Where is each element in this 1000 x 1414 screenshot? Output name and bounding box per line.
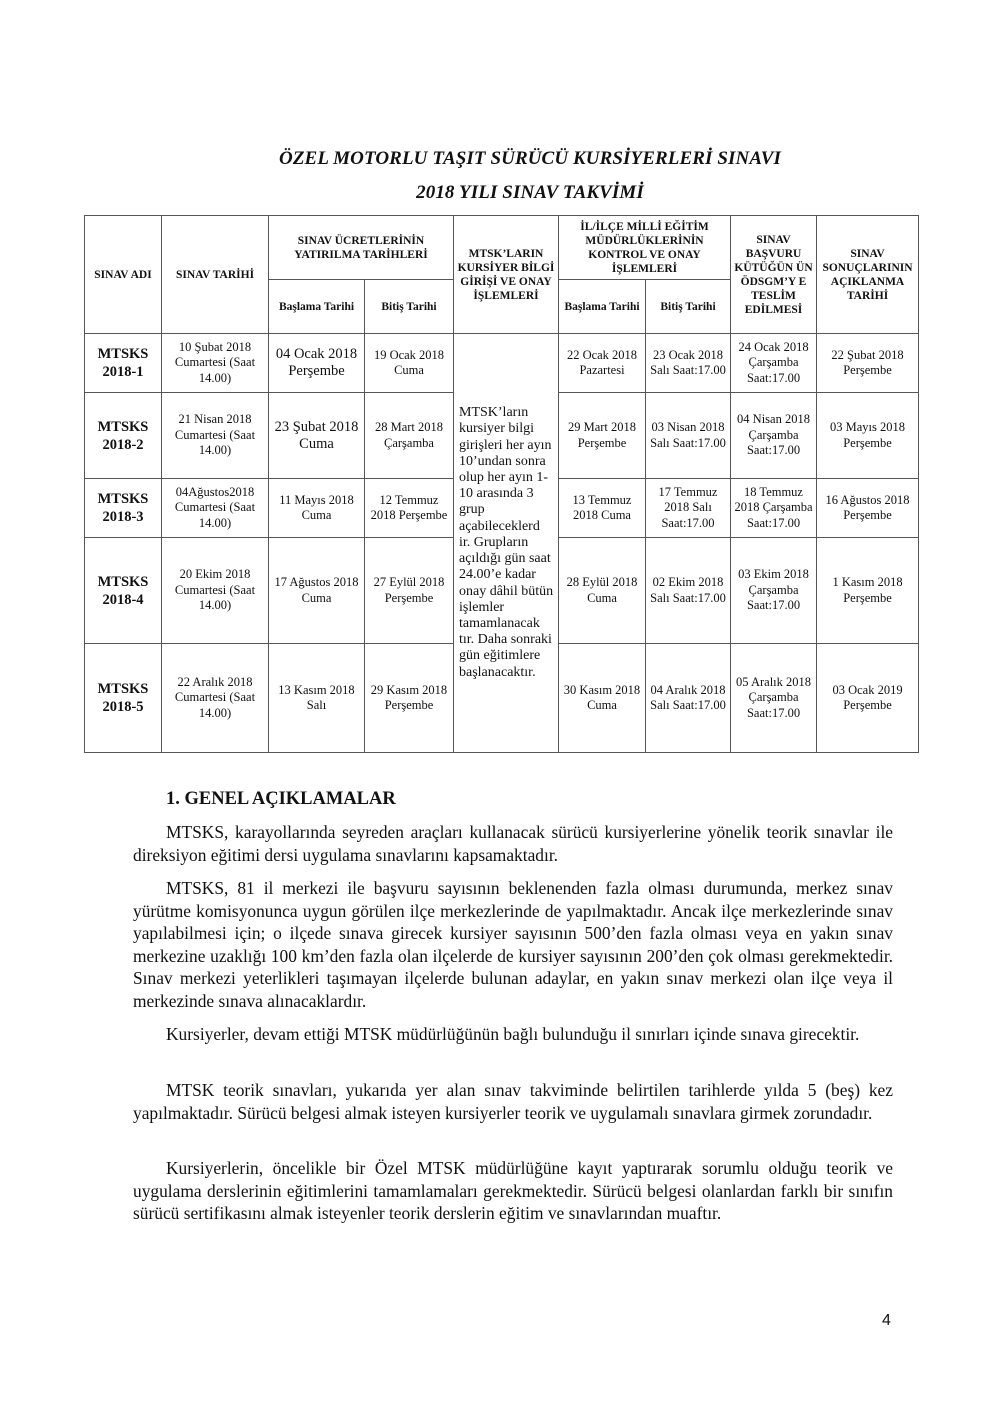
exam-date: 10 Şubat 2018 Cumartesi (Saat 14.00)	[162, 334, 269, 393]
exam-name: MTSKS 2018-5	[85, 644, 162, 753]
exam-date: 20 Ekim 2018 Cumartesi (Saat 14.00)	[162, 538, 269, 644]
document-subtitle: 2018 YILI SINAV TAKVİMİ	[416, 182, 644, 203]
exam-date: 21 Nisan 2018 Cumartesi (Saat 14.00)	[162, 393, 269, 479]
page-number: 4	[882, 1312, 891, 1329]
fee-start-date: 11 Mayıs 2018 Cuma	[269, 479, 365, 538]
result-date: 03 Mayıs 2018 Perşembe	[817, 393, 919, 479]
result-date: 22 Şubat 2018 Perşembe	[817, 334, 919, 393]
fee-end-date: 12 Temmuz 2018 Perşembe	[365, 479, 454, 538]
paragraph-text: MTSK teorik sınavları, yukarıda yer alan sınav takviminde belirtilen tarihlerde yılda 5 (beş) kez yapılmaktadır. Sürücü belgesi almak isteyen kursiyerler teorik ve uygulamalı sınavlara girmek zorundadır.	[133, 1080, 893, 1123]
result-date: 1 Kasım 2018 Perşembe	[817, 538, 919, 644]
header-ucret-baslama: Başlama Tarihi	[269, 280, 365, 334]
paragraph	[133, 1023, 893, 1046]
result-date: 03 Ocak 2019 Perşembe	[817, 644, 919, 753]
exam-name: MTSKS 2018-1	[85, 334, 162, 393]
exam-name: MTSKS 2018-4	[85, 538, 162, 644]
header-ilce-bitis: Bitiş Tarihi	[646, 280, 731, 334]
header-sinav-tarihi: SINAV TARİHİ	[162, 216, 269, 334]
control-start-date: 13 Temmuz 2018 Cuma	[559, 479, 646, 538]
section-heading: 1. GENEL AÇIKLAMALAR	[166, 789, 396, 809]
delivery-date: 05 Aralık 2018 Çarşamba Saat:17.00	[731, 644, 817, 753]
header-mtsk-bilgi: MTSK’LARIN KURSİYER BİLGİ GİRİŞİ VE ONAY İŞLEMLERİ	[454, 216, 559, 334]
paragraph	[133, 877, 893, 1012]
header-ucret-group: SINAV ÜCRETLERİNİN YATIRILMA TARİHLERİ	[269, 216, 454, 280]
fee-start-date: 23 Şubat 2018 Cuma	[269, 393, 365, 479]
control-end-date: 03 Nisan 2018 Salı Saat:17.00	[646, 393, 731, 479]
control-end-date: 04 Aralık 2018 Salı Saat:17.00	[646, 644, 731, 753]
mtsk-entry-note: MTSK’ların kursiyer bilgi girişleri her ayın 10’undan sonra olup her ayın 1-10 arasında 3 grup açabileceklerd ir. Grupların açıldığı gün saat 24.00’e kadar onay dâhil bütün işlemler tamamlanacak tır. Daha sonraki gün eğitimlere başlanacaktır.	[454, 334, 559, 753]
header-ucret-bitis: Bitiş Tarihi	[365, 280, 454, 334]
result-date: 16 Ağustos 2018 Perşembe	[817, 479, 919, 538]
control-start-date: 30 Kasım 2018 Cuma	[559, 644, 646, 753]
header-sonuc: SINAV SONUÇLARININ AÇIKLANMA TARİHİ	[817, 216, 919, 334]
paragraph-text: Kursiyerler, devam ettiği MTSK müdürlüğünün bağlı bulunduğu il sınırları içinde sınava girecektir.	[166, 1024, 860, 1044]
exam-date: 22 Aralık 2018 Cumartesi (Saat 14.00)	[162, 644, 269, 753]
exam-name: MTSKS 2018-3	[85, 479, 162, 538]
delivery-date: 18 Temmuz 2018 Çarşamba Saat:17.00	[731, 479, 817, 538]
document-title: ÖZEL MOTORLU TAŞIT SÜRÜCÜ KURSİYERLERİ SINAVI	[279, 148, 781, 169]
paragraph-text: MTSKS, karayollarında seyreden araçları kullanacak sürücü kursiyerlerine yönelik teorik sınavlar ile direksiyon eğitimi dersi uygulama sınavlarını kapsamaktadır.	[133, 822, 893, 865]
delivery-date: 04 Nisan 2018 Çarşamba Saat:17.00	[731, 393, 817, 479]
paragraph	[133, 1079, 893, 1124]
fee-end-date: 28 Mart 2018 Çarşamba	[365, 393, 454, 479]
paragraph-text: MTSKS, 81 il merkezi ile başvuru sayısının beklenenden fazla olması durumunda, merkez sınav yürütme komisyonunca uygun görülen ilçe merkezlerinde de yapılmaktadır. Ancak ilçe merkezlerinde sınav yapılabilmesi için; o ilçede sınava girecek kursiyer sayısının 500’den fazla olması veya en yakın sınav merkezine uzaklığı 100 km’den fazla olan ilçelerde de kursiyer sayısının 200’den çok olması gerekmektedir. Sınav merkezi yeterlikleri taşımayan ilçelerde bulunan adaylar, en yakın sınav merkezi olan ilçe veya il merkezinde sınava alınacaklardır.	[133, 878, 893, 1011]
header-ilce-group: İL/İLÇE MİLLİ EĞİTİM MÜDÜRLÜKLERİNİN KONTROL VE ONAY İŞLEMLERİ	[559, 216, 731, 280]
delivery-date: 03 Ekim 2018 Çarşamba Saat:17.00	[731, 538, 817, 644]
fee-start-date: 04 Ocak 2018 Perşembe	[269, 334, 365, 393]
fee-end-date: 19 Ocak 2018 Cuma	[365, 334, 454, 393]
paragraph-text: Kursiyerlerin, öncelikle bir Özel MTSK müdürlüğüne kayıt yaptırarak sorumlu olduğu teorik ve uygulama derslerinin eğitimlerini tamamlamaları gerekmektedir. Sürücü belgesi olanlardan farklı bir sınıfın sürücü sertifikasını almak isteyenler teorik derslerin eğitim ve sınavlarından muaftır.	[133, 1158, 893, 1223]
fee-start-date: 13 Kasım 2018 Salı	[269, 644, 365, 753]
header-sinav-adi: SINAV ADI	[85, 216, 162, 334]
control-end-date: 02 Ekim 2018 Salı Saat:17.00	[646, 538, 731, 644]
header-kutuk-teslim: SINAV BAŞVURU KÜTÜĞÜN ÜN ÖDSGM’Y E TESLİM EDİLMESİ	[731, 216, 817, 334]
table-row	[85, 334, 919, 393]
exam-date: 04Ağustos2018 Cumartesi (Saat 14.00)	[162, 479, 269, 538]
header-ilce-baslama: Başlama Tarihi	[559, 280, 646, 334]
delivery-date: 24 Ocak 2018 Çarşamba Saat:17.00	[731, 334, 817, 393]
paragraph	[133, 1157, 893, 1225]
fee-start-date: 17 Ağustos 2018 Cuma	[269, 538, 365, 644]
control-start-date: 22 Ocak 2018 Pazartesi	[559, 334, 646, 393]
exam-name: MTSKS 2018-2	[85, 393, 162, 479]
control-end-date: 17 Temmuz 2018 Salı Saat:17.00	[646, 479, 731, 538]
control-start-date: 29 Mart 2018 Perşembe	[559, 393, 646, 479]
control-start-date: 28 Eylül 2018 Cuma	[559, 538, 646, 644]
paragraph	[133, 821, 893, 866]
exam-schedule-table	[84, 215, 919, 753]
fee-end-date: 29 Kasım 2018 Perşembe	[365, 644, 454, 753]
control-end-date: 23 Ocak 2018 Salı Saat:17.00	[646, 334, 731, 393]
fee-end-date: 27 Eylül 2018 Perşembe	[365, 538, 454, 644]
